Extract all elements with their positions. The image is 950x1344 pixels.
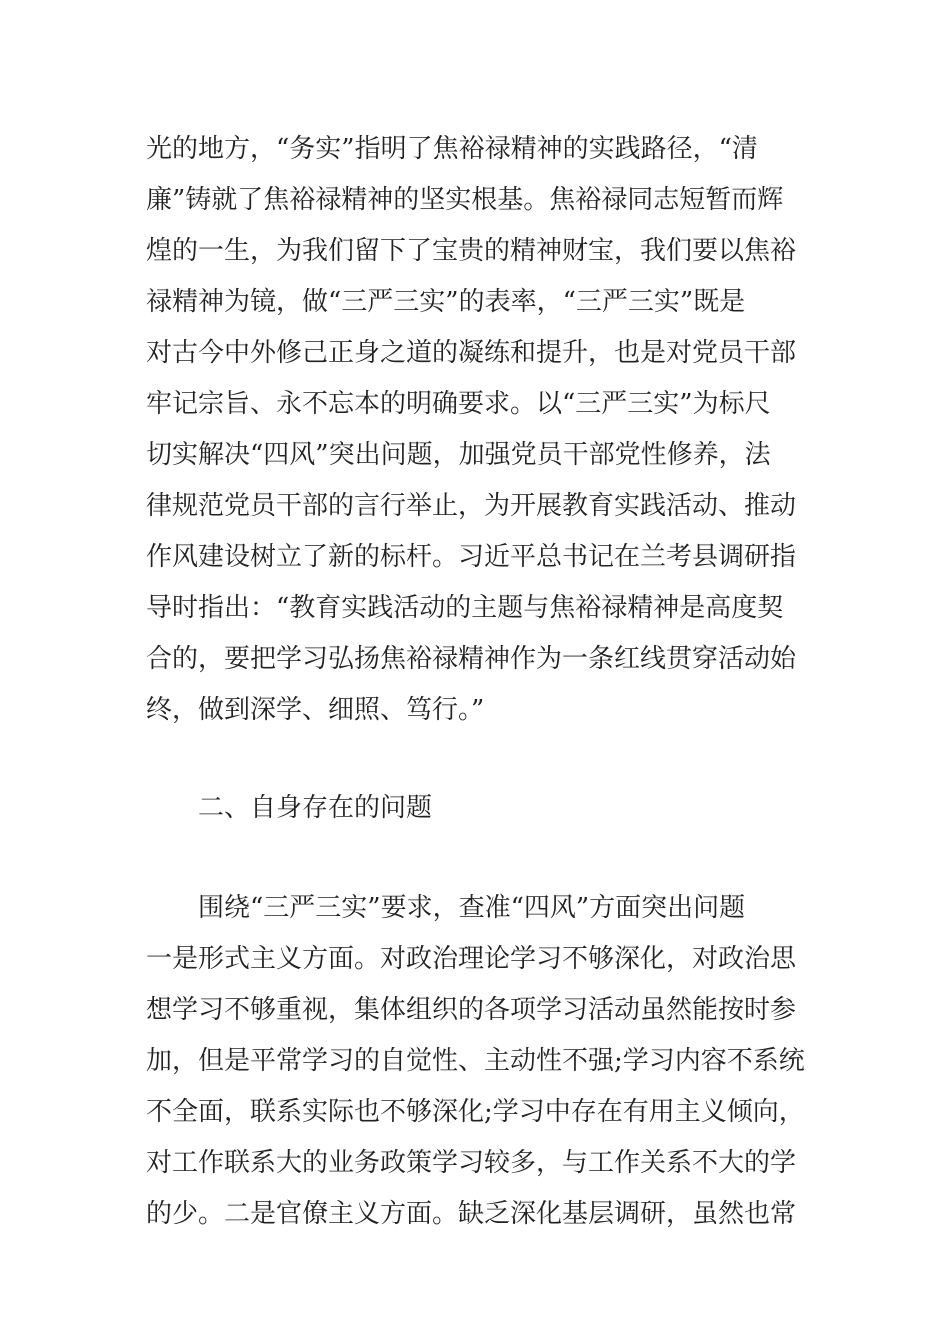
text-line: 加，但是平常学习的自觉性、主动性不强;学习内容不系统 bbox=[146, 1046, 805, 1076]
text-line: 合的，要把学习弘扬焦裕禄精神作为一条红线贯穿活动始 bbox=[146, 644, 797, 674]
text-line: 一是形式主义方面。对政治理论学习不够深化，对政治思 bbox=[146, 944, 797, 974]
text-line: 对工作联系大的业务政策学习较多，与工作关系不大的学 bbox=[146, 1148, 797, 1178]
text-line: 导时指出：“教育实践活动的主题与焦裕禄精神是高度契 bbox=[146, 593, 784, 623]
text-line: 对古今中外修己正身之道的凝练和提升，也是对党员干部 bbox=[146, 338, 797, 368]
text-line: 围绕“三严三实”要求，查准“四风”方面突出问题 bbox=[198, 893, 746, 923]
text-line: 煌的一生，为我们留下了宝贵的精神财宝，我们要以焦裕 bbox=[146, 236, 797, 266]
text-line: 廉”铸就了焦裕禄精神的坚实根基。焦裕禄同志短暂而辉 bbox=[146, 185, 784, 215]
text-line: 作风建设树立了新的标杆。习近平总书记在兰考县调研指 bbox=[146, 542, 797, 572]
section-heading: 二、自身存在的问题 bbox=[198, 793, 433, 823]
text-line: 想学习不够重视，集体组织的各项学习活动虽然能按时参 bbox=[146, 995, 797, 1025]
text-line: 不全面，联系实际也不够深化;学习中存在有用主义倾向， bbox=[146, 1097, 805, 1127]
text-line: 律规范党员干部的言行举止，为开展教育实践活动、推动 bbox=[146, 491, 797, 521]
text-line: 的少。二是官僚主义方面。缺乏深化基层调研，虽然也常 bbox=[146, 1199, 797, 1229]
text-line: 禄精神为镜，做“三严三实”的表率，“三严三实”既是 bbox=[146, 287, 746, 317]
text-line: 切实解决“四风”突出问题，加强党员干部党性修养，法 bbox=[146, 440, 771, 470]
text-line: 牢记宗旨、永不忘本的明确要求。以“三严三实”为标尺 bbox=[146, 389, 771, 419]
text-line: 光的地方，“务实”指明了焦裕禄精神的实践路径，“清 bbox=[146, 134, 758, 164]
text-line: 终，做到深学、细照、笃行。” bbox=[146, 695, 485, 725]
